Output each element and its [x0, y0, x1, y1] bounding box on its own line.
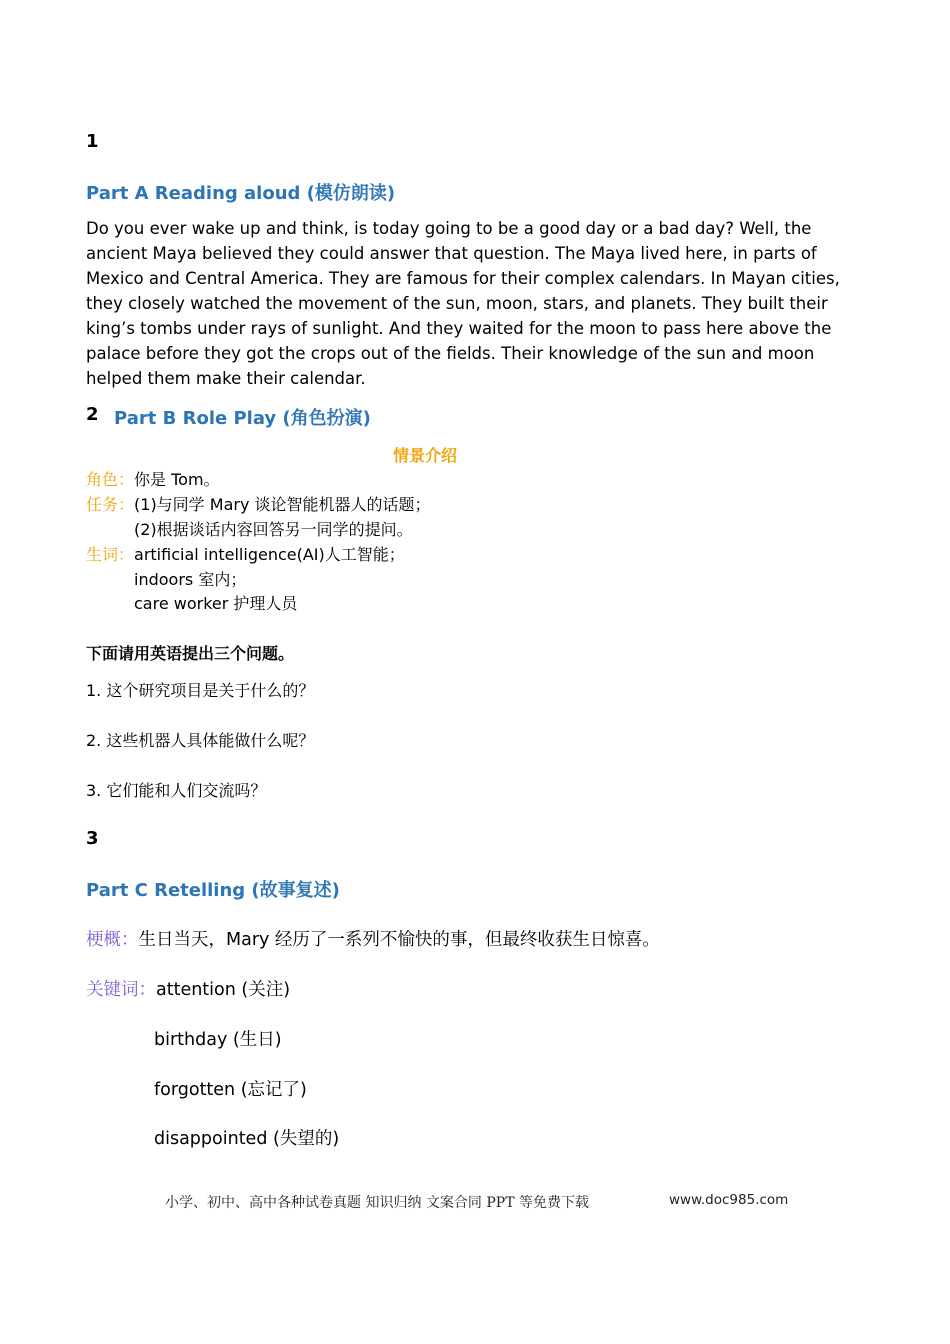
vocab-2-text: indoors 室内；	[134, 570, 247, 589]
task-line-1	[86, 492, 431, 515]
vocab-line-1	[86, 542, 405, 565]
question-item-3: 3. 它们能和人们交流吗？	[86, 781, 267, 800]
summary-label: 梗概：	[86, 930, 139, 950]
task-label: 任务：	[86, 495, 135, 514]
role-label: 角色：	[86, 470, 135, 489]
summary-line	[86, 926, 660, 951]
question-item-1: 1. 这个研究项目是关于什么的？	[86, 681, 315, 700]
reading-paragraph: Do you ever wake up and think, is today going to be a good day or a bad day? Well, the ancient Maya believed they could answer that question. The Maya lived here, in parts of Mexico and Central America. They are famous for their complex calendars. In Mayan cities, they closely watched the movement of the sun, moon, stars, and planets. They built their king’s tombs under rays of sunlight. And they waited for the moon to pass here above the palace before they got the crops out of the fields. Their knowledge of the sun and moon helped them make their calendar.	[86, 219, 840, 388]
footer-text: 小学、初中、高中各种试卷真题 知识归纳 文案合同 PPT 等免费下载	[165, 1195, 589, 1211]
section-1-heading: Part A Reading aloud (模仿朗读)	[86, 183, 396, 204]
keyword-item-2: birthday (生日)	[154, 1030, 282, 1050]
section-2-heading: Part B Role Play (角色扮演)	[114, 408, 371, 429]
role-text: 你是 Tom。	[134, 470, 220, 489]
keywords-line	[86, 976, 290, 1001]
scenario-title: 情景介绍	[393, 446, 458, 465]
role-line	[86, 467, 220, 490]
keyword-item-4: disappointed (失望的)	[154, 1129, 340, 1149]
vocab-label: 生词：	[86, 545, 135, 564]
section-2-number: 2	[86, 404, 99, 425]
section-1-number: 1	[86, 131, 99, 152]
questions-prompt: 下面请用英语提出三个问题。	[86, 644, 295, 663]
keywords-label: 关键词：	[86, 980, 156, 1000]
vocab-1-text: artificial intelligence(AI)人工智能；	[134, 545, 405, 564]
vocab-3-text: care worker 护理人员	[134, 594, 298, 613]
keyword-item-1: attention (关注)	[156, 980, 291, 1000]
section-3-heading: Part C Retelling (故事复述)	[86, 880, 340, 901]
section-3-number: 3	[86, 828, 99, 849]
footer-site-link[interactable]: www.doc985.com	[669, 1192, 789, 1208]
summary-text: 生日当天，Mary 经历了一系列不愉快的事，但最终收获生日惊喜。	[138, 930, 660, 950]
keyword-item-3: forgotten (忘记了)	[154, 1080, 307, 1100]
task-2-text: (2)根据谈话内容回答另一同学的提问。	[134, 520, 413, 539]
question-item-2: 2. 这些机器人具体能做什么呢？	[86, 731, 315, 750]
task-1-text: (1)与同学 Mary 谈论智能机器人的话题；	[134, 495, 431, 514]
